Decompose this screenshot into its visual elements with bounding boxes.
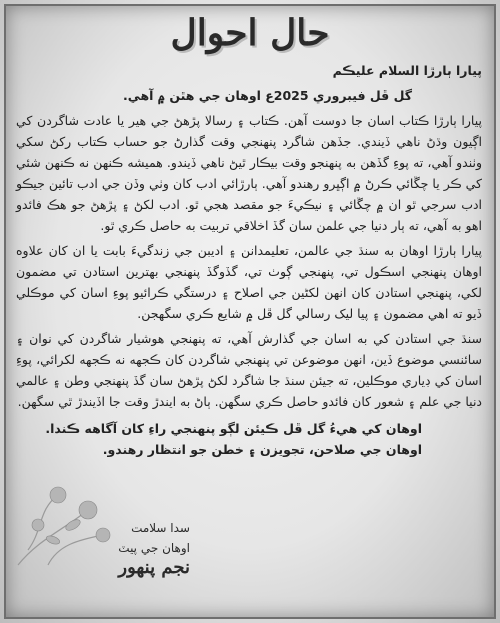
signature-salutation: سدا سلامت [131,521,190,535]
paragraph-3: سنڌ جي استادن کي به اسان جي گذارش آهي، ته پنهنجي هوشيار شاگردن کي نوان ۽ سائنسي موضوع ڏين، انهن موضوعن تي پنهنجي شاگردن کان ڪجهه نه ڪجهه لکرائي، پوءِ اسان کي ڊياري موڪلين، ته جيئن سنڌ جا شاگرد لکڻ پڙهڻ سان گڏ پنهنجي وطن ۽ عالمي دنيا جي علم ۽ شعور کان فائدو حاصل ڪري سگهن. ٻاڻ به ايندڙ وقت جا اڏيندڙ ٿي سگهن. [16,331,482,409]
dateline: گل ڦل فيبروري 2025ع اوهان جي هٿن ۾ آهي. [123,88,412,103]
page-title: حال احوال [170,12,330,54]
signature-name: نجم پنهور [118,557,190,578]
greeting: پيارا ٻارڙا السلام عليڪم [332,63,482,78]
signature-relation: اوهان جي پيٽ [118,541,190,555]
paragraph-1: پيارا ٻارڙا ڪتاب اسان جا دوست آهن. ڪتاب ۽ رسالا پڙهڻ جي هير يا عادت شاگردن کي اڳيون وڌڻ ناهي ڏيندي. جڏهن شاگرد پنهنجي وقت گذارڻ جو حساب ڪتاب رکڻ سکي وٺندو آهي، ته پوءِ گڏهن به پنهنجو وقت بيڪار ٿيڻ ناهي ڏيندو. هميشه ڪنهن نه ڪنهن شئي کي ڪر يا چڱائي ڪرڻ ۾ اڳڀرو رهندو آهي. ٻارڙائي ادب کان وٺي وڏن جي ادب تائين جيڪو ادب سرجي ٿو ان ۾ چڱائي ۽ نيڪيءَ جو مقصد هجي ٿو. ادب لکڻ ۽ پڙهڻ جو هڪ فائدو اهو به آهي، ته ٻار دنيا جي علمن سان گڏ اخلاقي تربيت به حاصل ڪري ٿو. [16,113,482,233]
letter-body [16,60,482,460]
closing [16,418,482,460]
closing-line-2: اوهان جي صلاحن، تجويزن ۽ خطن جو انتظار رهندو. [102,442,422,457]
signature-block [40,518,190,578]
paragraph-2: پيارا ٻارڙا اوهان به سنڌ جي عالمن، تعليمدانن ۽ اديبن جي زندگيءَ بابت يا ان کان علاوه اوهان پنهنجي اسڪول تي، پنهنجي ڳوٺ تي، گڏوگڏ پنهنجي بهترين استادن تي مضمون لکي، پنهنجي استادن کان انهن لکڻين جي اصلاح ۽ درستگي ڪرائيو پوءِ اسان کي موڪلي ڏيو ته اهي مضمون ۽ پيا ليک رسالي گل ڦل ۾ شايع ڪري سگهجن. [16,243,482,321]
closing-line-1: اوهان کي هيءُ گل ڦل ڪيئن لڳو پنهنجي راءِ کان آگاهه ڪندا. [45,421,422,436]
